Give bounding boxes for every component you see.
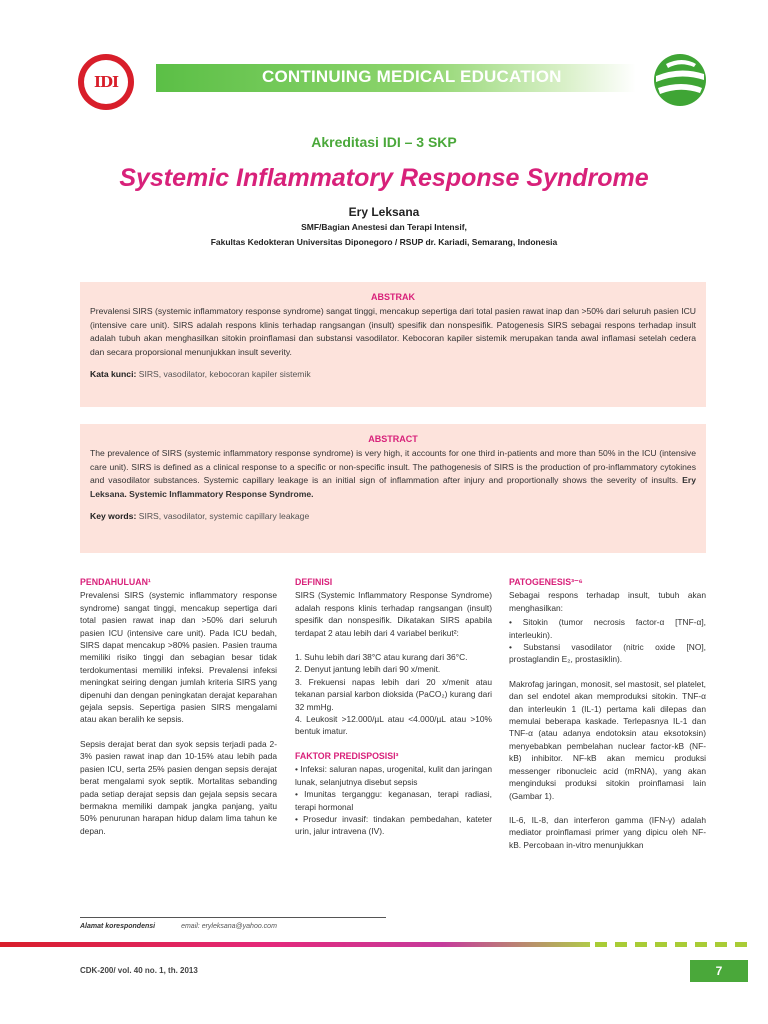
- correspondence: [80, 923, 277, 930]
- page-number: 7: [690, 960, 748, 982]
- section-heading-patogenesis: PATOGENESIS³⁻⁶: [509, 577, 583, 587]
- list-item: 2. Denyut jantung lebih dari 90 x/menit.: [295, 664, 441, 675]
- abstract-keywords: [90, 511, 696, 521]
- abstract-keywords-value: SIRS, vasodilator, systemic capillary leakage: [138, 511, 310, 522]
- paragraph: Prevalensi SIRS (systemic inflammatory response syndrome) sangat tinggi, mencakup sepertiga dari total pasien rawat inap dan >50% dari seluruh pasien ICU (intensive care unit). Pada ICU bedah, SIRS dapat mencakup >80% pasien. Pasien trauma memiliki risiko tinggi dan sebagian besar tidak terdokumentasi memiliki infeksi. Prevalensi infeksi meningkat seiring dengan jumlah kriteria SIRS yang dipenuhi dan dengan peningkatan derajat keparahan gejala sepsis. Sepertiga pasien SIRS mengalami atau akan beralih ke sepsis.: [80, 590, 277, 725]
- idi-logo: [78, 54, 134, 110]
- abstract-keywords-label: Key words:: [90, 511, 137, 522]
- paragraph: Makrofag jaringan, monosit, sel mastosit, sel platelet, dan sel endotel akan memproduksi sitokin. TNF-α dan interleukin 1 (IL-1) pertama kali dilepas dan memulai beberapa kaskade. Terlepasnya IL-1 dan TNF-α (atau adanya endotoksin atau eksotoksin) menyebabkan pembelahan nuclear factor-kB (NF-kB) inhibitor. NF-kB akan memicu produksi messenger ribonucleic acid (mRNA), yang akan menginduksi produksi sitokin proinflamasi lain (Gambar 1).: [509, 678, 706, 801]
- paragraph: Sebagai respons terhadap insult, tubuh akan menghasilkan:: [509, 590, 706, 613]
- globe-logo-icon: [652, 52, 708, 108]
- footer-gradient-bar: [0, 942, 590, 947]
- abstract-text: [90, 447, 696, 501]
- list-item: • Infeksi: saluran napas, urogenital, kulit dan jaringan lunak, selanjutnya disebut sepsis: [295, 764, 492, 787]
- list-item: • Prosedur invasif: tindakan pembedahan, kateter urin, jalur intravena (IV).: [295, 813, 492, 837]
- section-heading-pendahuluan: PENDAHULUAN¹: [80, 577, 151, 587]
- list-item: • Imunitas terganggu: keganasan, terapi radiasi, terapi hormonal: [295, 789, 492, 812]
- abstrak-keywords: [90, 369, 696, 379]
- section-heading-faktor-predisposisi: FAKTOR PREDISPOSISI³: [295, 750, 399, 761]
- abstrak-heading: ABSTRAK: [371, 292, 415, 302]
- paragraph: SIRS (Systemic Inflammatory Response Syndrome) adalah respons klinis terhadap rangsangan (insult) spesifik dan nonspesifik. Dikatakan SIRS apabila terdapat 2 atau lebih dari 4 variabel berikut²:: [295, 590, 492, 638]
- correspondence-label: Alamat korespondensi: [80, 923, 156, 930]
- article-title: Systemic Inflammatory Response Syndrome: [119, 164, 649, 192]
- column-2: [295, 576, 492, 838]
- abstract-heading: ABSTRACT: [368, 434, 418, 444]
- abstract-body: The prevalence of SIRS (systemic inflammatory response syndrome) is very high, it accounts for one third in-patients and more than 50% in the ICU (intensive care unit). SIRS is defined as a clinical response to a specific or non-specific insult. The pathogenesis of SIRS is the production of pro-inflammatory cytokines and vasodilator substances. Systemic capillary leakage is an initial sign of inflammation after injury and proportionally shows the severity of insults.: [90, 448, 696, 486]
- journal-info: CDK-200/ vol. 40 no. 1, th. 2013: [80, 966, 198, 975]
- list-item: • Substansi vasodilator (nitric oxide [NO], prostaglandin E₂, prostasiklin).: [509, 642, 706, 665]
- abstract-citation: Ery Leksana. Systemic Inflammatory Response Syndrome.: [90, 475, 697, 499]
- header: [0, 48, 768, 123]
- paragraph: IL-6, IL-8, dan interferon gamma (IFN-γ) adalah mediator proinflamasi primer yang dipicu oleh NF-kB. Percobaan in-vitro menunjukkan: [509, 814, 706, 850]
- list-item: 1. Suhu lebih dari 38°C atau kurang dari 36°C.: [295, 652, 468, 663]
- accreditation: Akreditasi IDI – 3 SKP: [311, 134, 457, 150]
- list-item: 3. Frekuensi napas lebih dari 20 x/menit atau tekanan parsial karbon dioksida (PaCO₂) kurang dari 32 mmHg.: [295, 676, 492, 712]
- correspondence-email[interactable]: email: eryleksana@yahoo.com: [181, 923, 277, 930]
- abstrak-keywords-value: SIRS, vasodilator, kebocoran kapiler sistemik: [138, 369, 311, 380]
- author: Ery Leksana: [348, 205, 420, 219]
- section-heading-definisi: DEFINISI: [295, 577, 333, 587]
- cme-banner-text: CONTINUING MEDICAL EDUCATION: [262, 67, 562, 86]
- divider: [80, 917, 386, 918]
- abstract-box: [80, 424, 706, 553]
- idi-logo-text: IDI: [84, 60, 128, 104]
- paragraph: Sepsis derajat berat dan syok sepsis terjadi pada 2-3% pasien rawat inap dan 10-15% atau lebih pada pasien ICU, serta 25% pasien dengan sepsis derajat berat mengalami syok septik. Mortalitas sebanding pada setiap derajat sepsis dan gejala sepsis secara bermakna memiliki dampak jangka panjang, yaitu 50% penurunan harapan hidup dalam lima tahun ke depan.: [80, 738, 277, 836]
- list-item: • Sitokin (tumor necrosis factor-α [TNF-α], interleukin).: [509, 617, 706, 640]
- affiliation-line-2: Fakultas Kedokteran Universitas Diponegoro / RSUP dr. Kariadi, Semarang, Indonesia: [210, 237, 558, 247]
- column-3: [509, 576, 706, 863]
- abstrak-text: Prevalensi SIRS (systemic inflammatory response syndrome) sangat tinggi, mencakup sepertiga dari total pasien rawat inap dan >50% dari seluruh pasien ICU (intensive care unit). SIRS adalah respons klinis terhadap rangsangan (insult) spesifik dan nonspesifik. Patogenesis SIRS sebagai respons terhadap insult adalah tubuh akan menghasilkan sitokin proinflamasi dan substansi vasodilator. Kebocoran kapiler sistemik merupakan tanda awal inflamasi setelah cedera dan secara proporsional menunjukkan insult severity.: [90, 306, 696, 357]
- list-item: 4. Leukosit >12.000/µL atau <4.000/µL atau >10% bentuk imatur.: [295, 714, 492, 737]
- affiliation-line-1: SMF/Bagian Anestesi dan Terapi Intensif,: [301, 222, 467, 232]
- abstrak-box: [80, 282, 706, 407]
- cme-banner: [156, 64, 636, 92]
- abstrak-keywords-label: Kata kunci:: [90, 369, 137, 380]
- column-1: [80, 576, 277, 849]
